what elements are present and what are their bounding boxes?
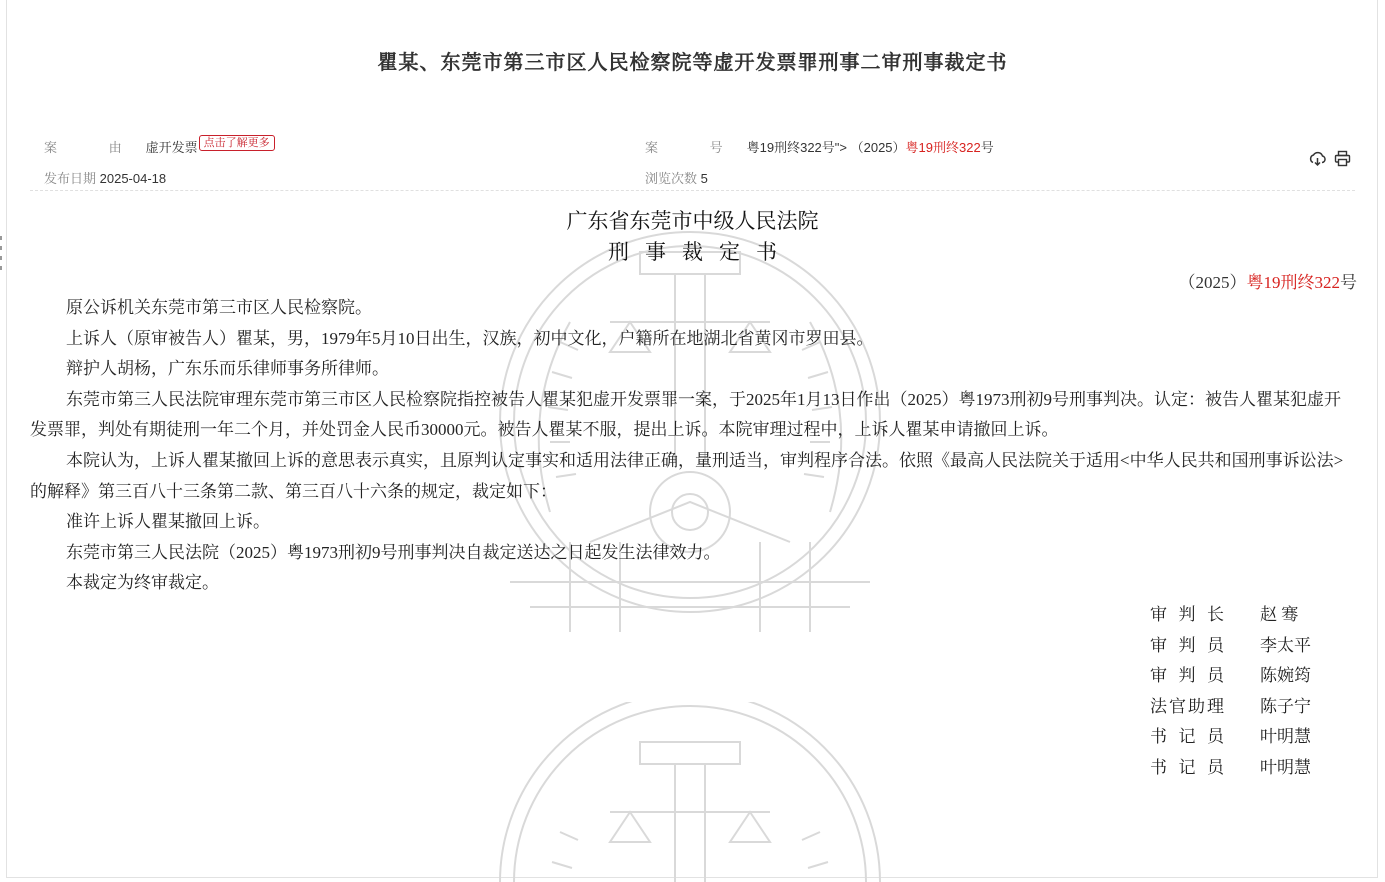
publish-date-value: 2025-04-18 (99, 171, 167, 186)
signature-row (1150, 661, 1311, 692)
download-icon[interactable] (1309, 150, 1326, 172)
signature-row (1150, 753, 1311, 784)
paragraph: 准许上诉人瞿某撤回上诉。 (66, 512, 270, 532)
case-number (1179, 268, 1358, 293)
signature-role: 审判员 (1150, 666, 1224, 686)
case-reason-label: 案 由 (44, 140, 146, 155)
case-reason-value[interactable]: 虚开发票 (145, 140, 198, 155)
case-number-meta (645, 137, 994, 156)
signature-name: 叶明慧 (1260, 727, 1311, 747)
toolbar (1305, 150, 1351, 172)
case-reason (44, 137, 275, 157)
case-number-year-right: （2025） (1178, 273, 1247, 292)
signature-name: 赵 骞 (1260, 605, 1299, 624)
signature-row (1150, 631, 1311, 662)
signature-name: 陈婉筠 (1260, 666, 1311, 686)
signature-name: 李太平 (1260, 635, 1311, 655)
signature-block (1150, 600, 1311, 784)
publish-date (44, 168, 166, 187)
paragraph: 东莞市第三人民法院（2025）粤1973刑初9号刑事判决自裁定送达之日起发生法律效力。 (66, 542, 721, 562)
meta-divider (30, 190, 1355, 191)
case-number-prefix: 粤19刑终322号"> (746, 140, 847, 155)
case-number-year: （2025） (850, 140, 906, 155)
print-icon[interactable] (1334, 150, 1351, 172)
view-count-value: 5 (700, 171, 708, 186)
view-count (645, 168, 708, 187)
paragraph: 原公诉机关东莞市第三市区人民检察院。 (66, 298, 372, 317)
case-number-suffix-right: 号 (1340, 273, 1357, 292)
learn-more-tag[interactable]: 点击了解更多 (199, 135, 275, 151)
signature-name: 叶明慧 (1260, 757, 1311, 777)
signature-row (1150, 692, 1311, 723)
signature-row (1150, 600, 1311, 631)
page-title: 瞿某、东莞市第三市区人民检察院等虚开发票罪刑事二审刑事裁定书 (377, 52, 1008, 74)
paragraph: 上诉人（原审被告人）瞿某，男，1979年5月10日出生，汉族，初中文化，户籍所在地湖北省黄冈市罗田县。 (66, 328, 874, 348)
signature-role: 书记员 (1150, 757, 1224, 777)
signature-row (1150, 722, 1311, 753)
case-number-suffix: 号 (980, 140, 994, 155)
publish-date-label: 发布日期 (44, 171, 97, 186)
judgment-body (30, 293, 1355, 599)
paragraph: 本院认为，上诉人瞿某撤回上诉的意思表示真实，且原判认定事实和适用法律正确，量刑适当，审判程序合法。依照《最高人民法院关于适用<中华人民共和国刑事诉讼法>的解释》第三百八十三条第二款、第三百八十六条的规定，裁定如下： (30, 450, 1344, 501)
case-number-link[interactable]: 粤19刑终322 (905, 140, 981, 155)
signature-role: 审判长 (1150, 605, 1224, 624)
signature-role: 审判员 (1150, 635, 1224, 655)
court-name: 广东省东莞市中级人民法院 (566, 209, 819, 233)
paragraph: 东莞市第三人民法院审理东莞市第三市区人民检察院指控被告人瞿某犯虚开发票罪一案，于2025年1月13日作出（2025）粤1973刑初9号刑事判决。认定：被告人瞿某犯虚开发票罪，判处有期徒刑一年二个月，并处罚金人民币30000元。被告人瞿某不服，提出上诉。本院审理过程中，上诉人瞿某申请撤回上诉。 (30, 389, 1341, 440)
view-count-label: 浏览次数 (645, 171, 698, 186)
document-type: 刑事裁定书 (608, 240, 793, 264)
signature-role: 书记员 (1150, 727, 1224, 747)
signature-role: 法官助理 (1150, 696, 1224, 716)
paragraph: 本裁定为终审裁定。 (66, 573, 219, 593)
case-number-label: 案 号 (645, 140, 747, 155)
signature-name: 陈子宁 (1260, 696, 1311, 716)
case-number-code[interactable]: 粤19刑终322 (1246, 273, 1340, 292)
paragraph: 辩护人胡杨，广东乐而乐律师事务所律师。 (66, 359, 389, 379)
